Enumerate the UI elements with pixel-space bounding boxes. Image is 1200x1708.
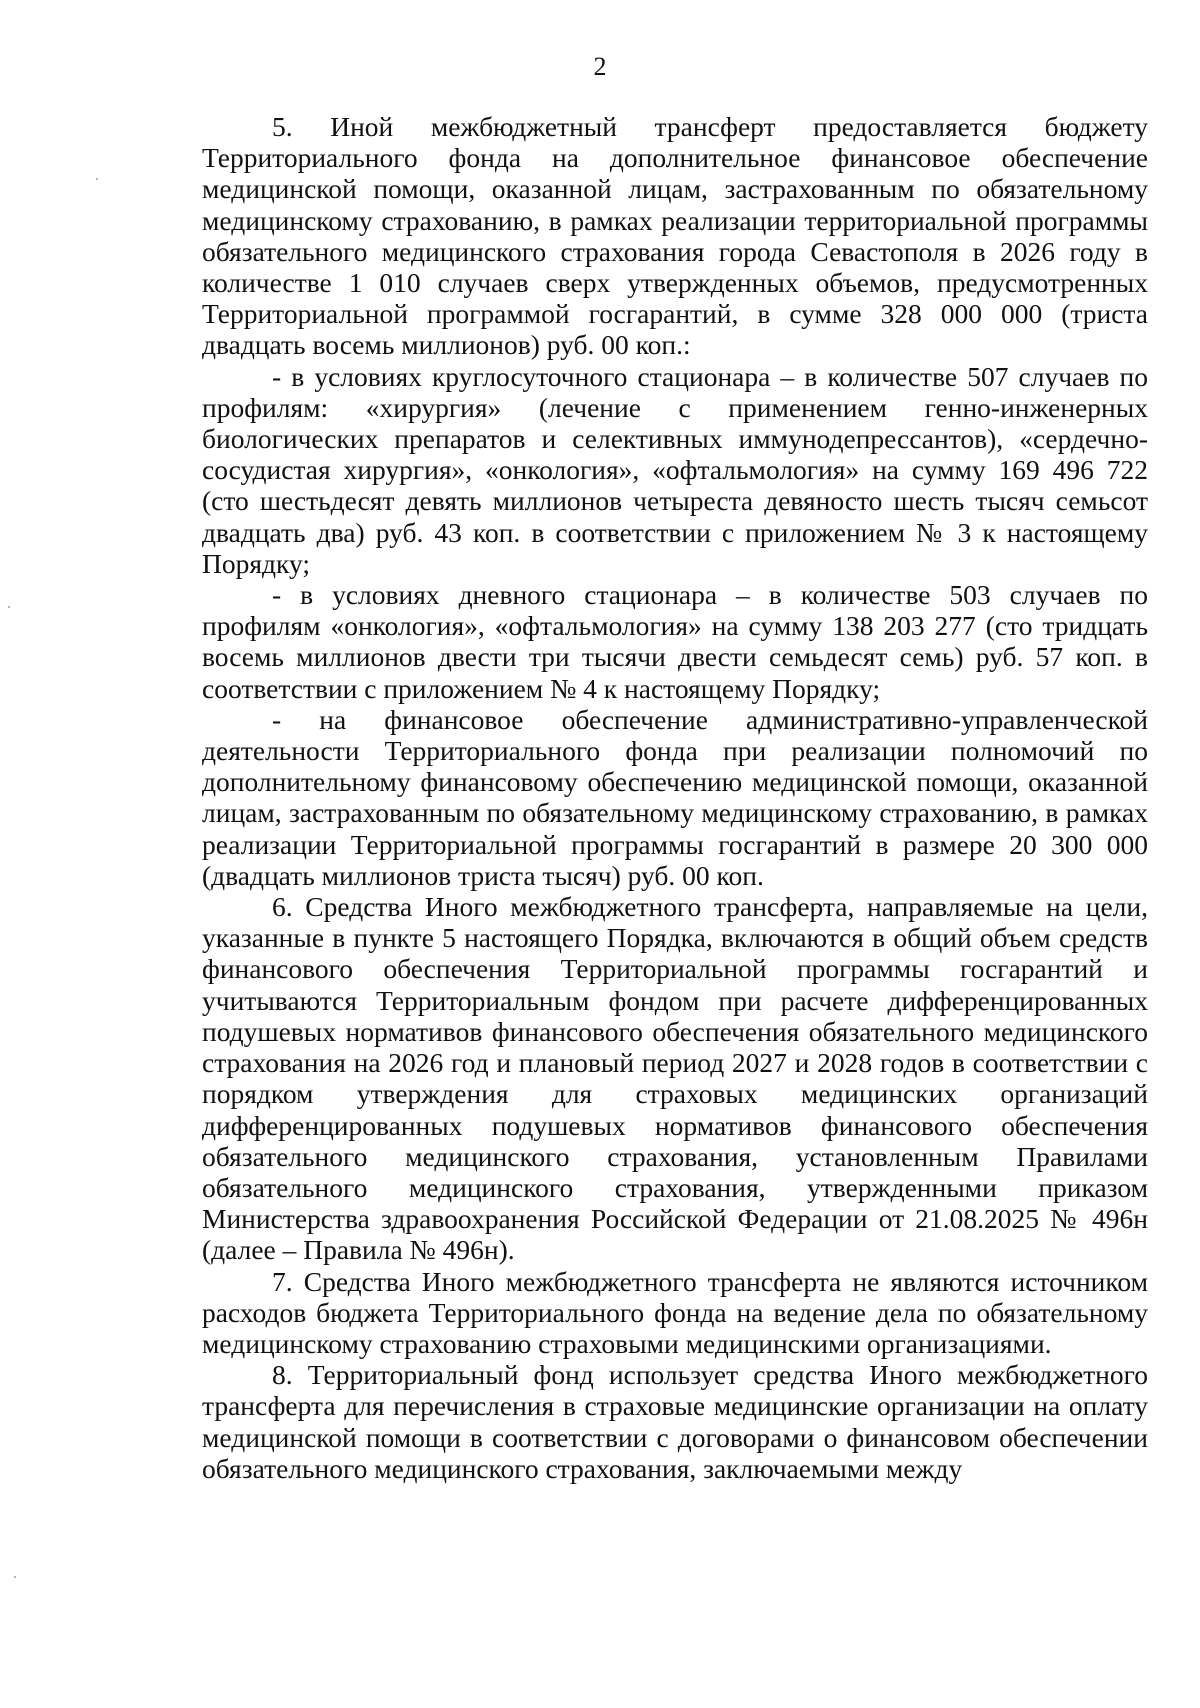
scan-speck <box>14 1576 16 1578</box>
scan-speck <box>96 178 98 180</box>
paragraph-5: 5. Иной межбюджетный трансферт предоставляется бюджету Территориального фонда на дополнительное финансовое обеспечение медицинской помощи, оказанной лицам, застрахованным по обязательному медицинскому страхованию, в рамках реализации территориальной программы обязательного медицинского страхования города Севастополя в 2026 году в количестве 1 010 случаев сверх утвержденных объемов, предусмотренных Территориальной программой госгарантий, в сумме 328 000 000 (триста двадцать восемь миллионов) руб. 00 коп.: <box>202 111 1148 361</box>
scan-speck <box>8 606 10 608</box>
document-body <box>202 111 1148 1484</box>
page-number: 2 <box>593 52 607 81</box>
paragraph-7: 7. Средства Иного межбюджетного трансферта не являются источником расходов бюджета Территориального фонда на ведение дела по обязательному медицинскому страхованию страховыми медицинскими организациями. <box>202 1265 1148 1359</box>
paragraph-8: 8. Территориальный фонд использует средства Иного межбюджетного трансферта для перечисления в страховые медицинские организации на оплату медицинской помощи в соответствии с договорами о финансовом обеспечении обязательного медицинского страхования, заключаемыми между <box>202 1359 1148 1484</box>
paragraph-6: 6. Средства Иного межбюджетного трансферта, направляемые на цели, указанные в пункте 5 настоящего Порядка, включаются в общий объем средств финансового обеспечения Территориальной программы госгарантий и учитываются Территориальным фондом при расчете дифференцированных подушевых нормативов финансового обеспечения обязательного медицинского страхования на 2026 год и плановый период 2027 и 2028 годов в соответствии с порядком утверждения для страховых медицинских организаций дифференцированных подушевых нормативов финансового обеспечения обязательного медицинского страхования, установленным Правилами обязательного медицинского страхования, утвержденными приказом Министерства здравоохранения Российской Федерации от 21.08.2025 № 496н (далее – Правила № 496н). <box>202 891 1148 1266</box>
paragraph-5-item-day-hospital: - в условиях дневного стационара – в количестве 503 случаев по профилям «онкология», «офтальмология» на сумму 138 203 277 (сто тридцать восемь миллионов двести три тысячи двести семьдесят семь) руб. 57 коп. в соответствии с приложением № 4 к настоящему Порядку; <box>202 579 1148 704</box>
paragraph-5-item-administrative-support: - на финансовое обеспечение административно-управленческой деятельности Территориального фонда при реализации полномочий по дополнительному финансовому обеспечению медицинской помощи, оказанной лицам, застрахованным по обязательному медицинскому страхованию, в рамках реализации Территориальной программы госгарантий в размере 20 300 000 (двадцать миллионов триста тысяч) руб. 00 коп. <box>202 703 1148 891</box>
paragraph-5-item-round-the-clock-hospital: - в условиях круглосуточного стационара – в количестве 507 случаев по профилям: «хирургия» (лечение с применением генно-инженерных биологических препаратов и селективных иммунодепрессантов), «сердечно-сосудистая хирургия», «онкология», «офтальмология» на сумму 169 496 722 (сто шестьдесят девять миллионов четыреста девяносто шесть тысяч семьсот двадцать два) руб. 43 коп. в соответствии с приложением № 3 к настоящему Порядку; <box>202 360 1148 579</box>
